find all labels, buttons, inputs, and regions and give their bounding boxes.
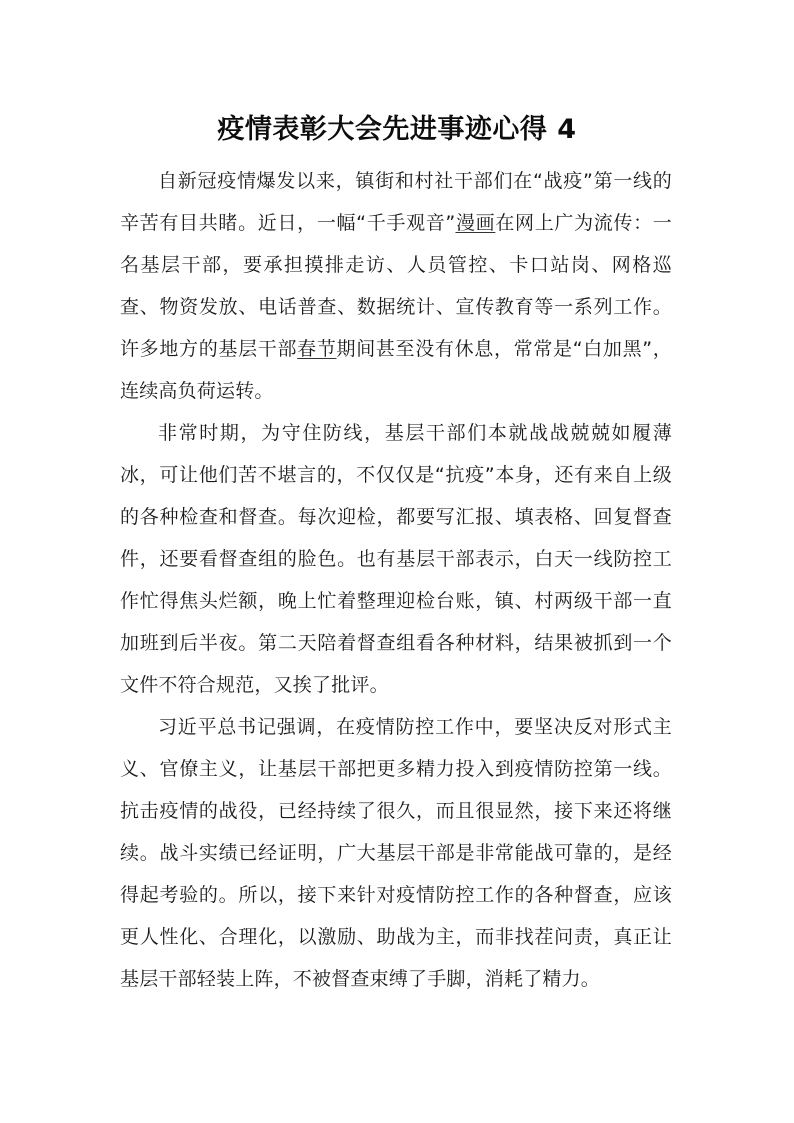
paragraph-1-text-c: 期间甚至没有休息，常常是“白加黑”，连续高负荷运转。 (120, 338, 672, 402)
paragraph-1-text-b: 在网上广为流传：一名基层干部，要承担摸排走访、人员管控、卡口站岗、网格巡查、物资发放、电话普查、数据统计、宣传教育等一系列工作。许多地方的基层干部 (120, 212, 672, 360)
paragraph-1 (120, 160, 672, 412)
document-body (120, 160, 672, 1000)
link-chunjie[interactable]: 春节 (297, 338, 337, 360)
paragraph-2: 非常时期，为守住防线，基层干部们本就战战兢兢如履薄冰，可让他们苦不堪言的，不仅仅是“抗疫”本身，还有来自上级的各种检查和督查。每次迎检，都要写汇报、填表格、回复督查件，还要看督查组的脸色。也有基层干部表示，白天一线防控工作忙得焦头烂额，晚上忙着整理迎检台账，镇、村两级干部一直加班到后半夜。第二天陪着督查组看各种材料，结果被抓到一个文件不符合规范，又挨了批评。 (120, 422, 672, 696)
link-manhua[interactable]: 漫画 (455, 212, 496, 234)
paragraph-3: 习近平总书记强调，在疫情防控工作中，要坚决反对形式主义、官僚主义，让基层干部把更多精力投入到疫情防控第一线。抗击疫情的战役，已经持续了很久，而且很显然，接下来还将继续。战斗实绩已经证明，广大基层干部是非常能战可靠的，是经得起考验的。所以，接下来针对疫情防控工作的各种督查，应该更人性化、合理化，以激励、助战为主，而非找茬问责，真正让基层干部轻装上阵，不被督查束缚了手脚，消耗了精力。 (120, 716, 672, 990)
paragraph-1-text-a: 自新冠疫情爆发以来，镇街和村社干部们在“战疫”第一线的辛苦有目共睹。近日，一幅“千手观音” (120, 170, 672, 234)
document-title: 疫情表彰大会先进事迹心得 4 (217, 114, 577, 145)
